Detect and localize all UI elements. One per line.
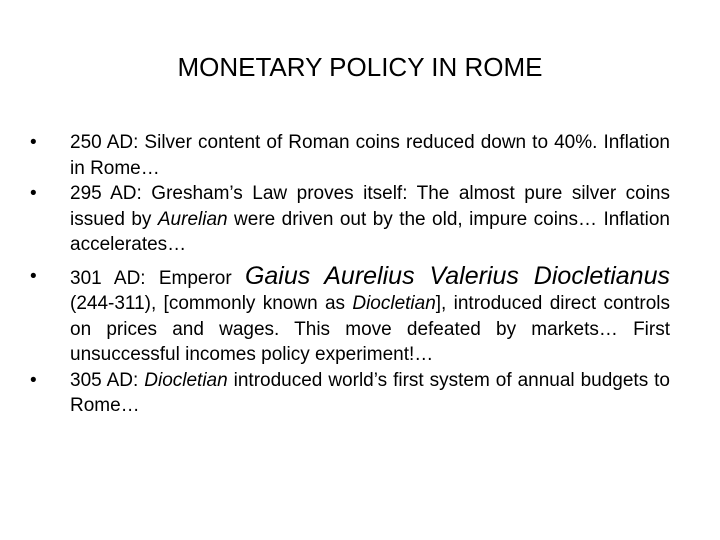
bullet-295-ad-post: were driven out by the old, impure coins… Inflation accelerates… [70,208,670,255]
bullet-301-ad-post: ], introduced direct controls on prices and wages. This move defeated by markets… First unsuccessful incomes policy experiment!… [70,293,670,365]
bullet-305-ad-post: introduced world’s first system of annual budgets to Rome… [70,369,670,416]
bullet-295-ad-pre: 295 AD: Gresham’s Law proves itself: The almost pure silver coins issued by [70,183,670,230]
bullet-301-ad-mid: (244-311), [commonly known as [70,293,353,314]
bullet-301-ad [70,261,670,368]
diocletian-name: Diocletian [352,293,436,314]
bullet-list [70,130,670,419]
bullet-250-ad [70,130,670,181]
bullet-301-ad-pre: 301 AD: Emperor [70,267,245,289]
bullet-250-ad-text: 250 AD: Silver content of Roman coins reduced down to 40%. Inflation in Rome… [70,132,670,179]
bullet-295-ad [70,181,670,258]
diocletianus-full-name: Gaius Aurelius Valerius Diocletianus [244,261,670,290]
diocletian-name: Diocletian [144,369,228,391]
slide-title: MONETARY POLICY IN ROME [177,52,543,82]
bullet-305-ad-pre: 305 AD: [70,369,145,391]
bullet-305-ad [70,368,670,419]
aurelian-name: Aurelian [157,208,228,230]
